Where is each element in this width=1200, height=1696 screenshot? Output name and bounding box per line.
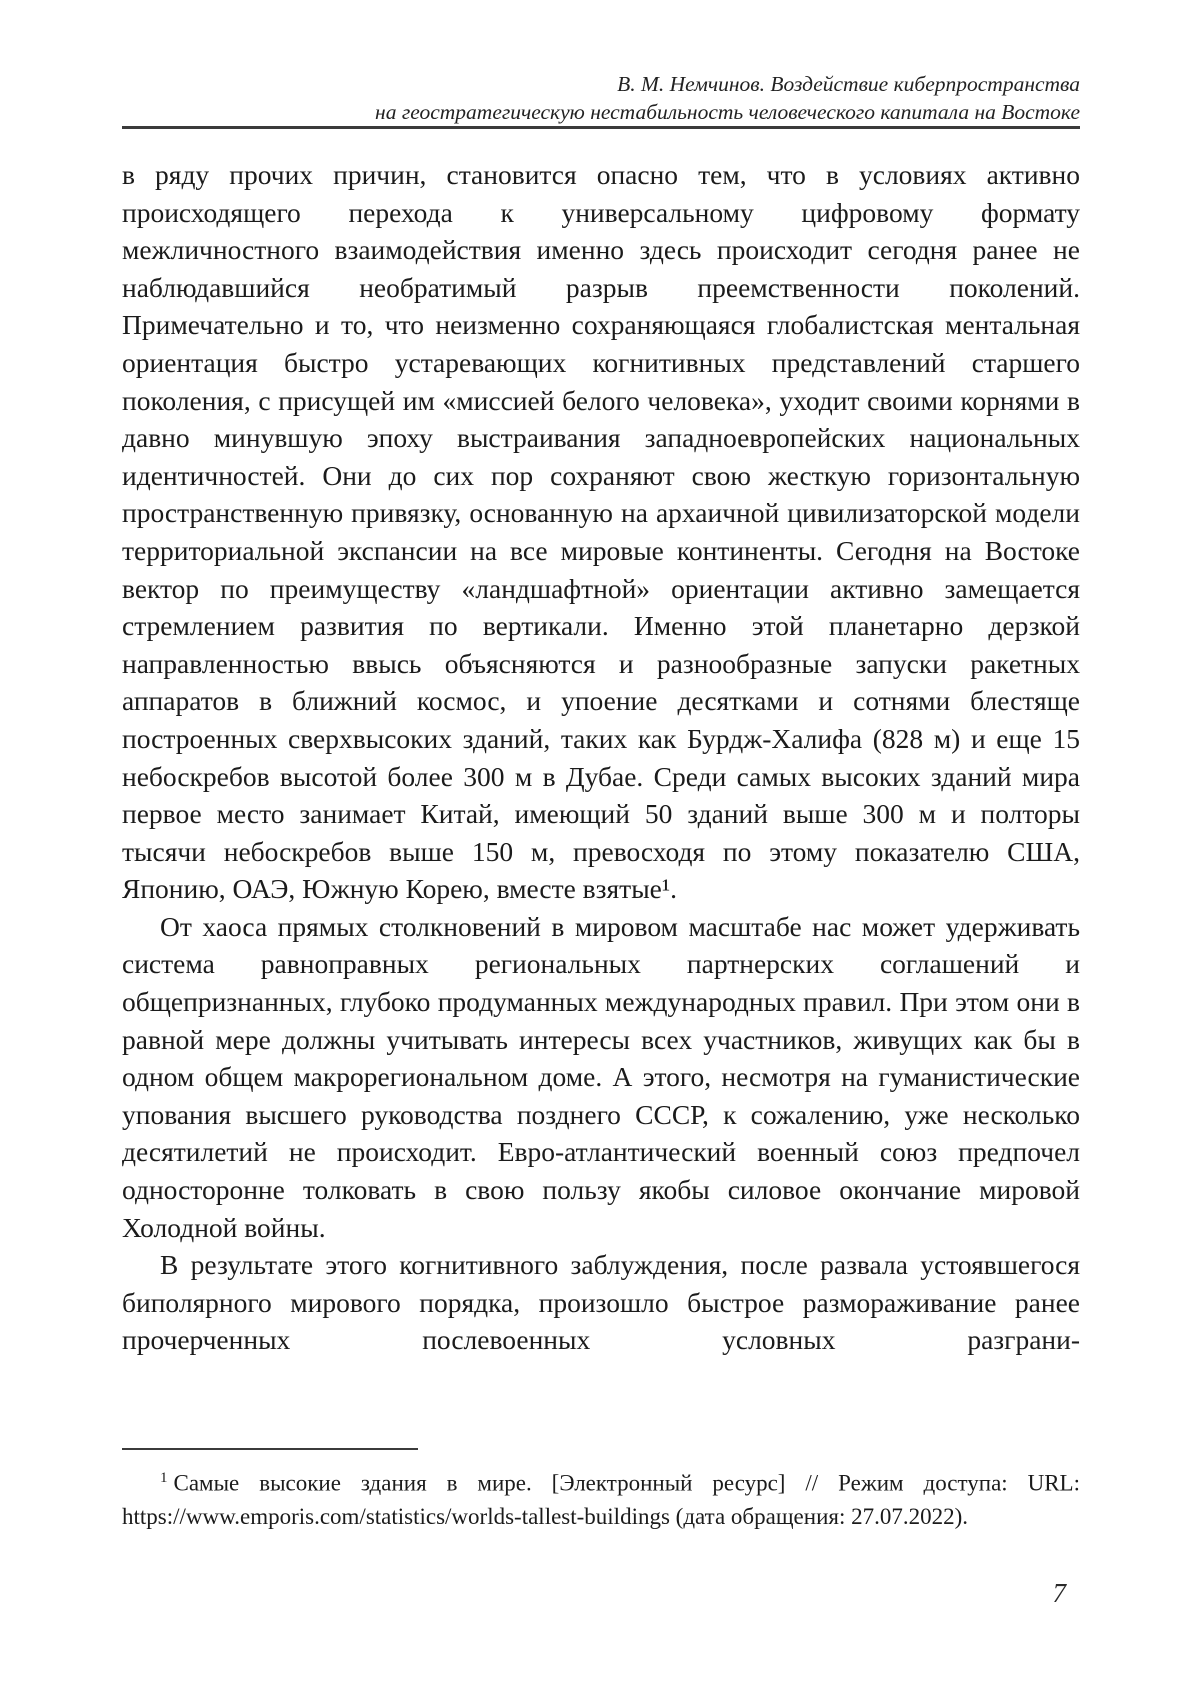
paragraph: В результате этого когнитивного заблуждения, после развала устоявшегося биполярного мирового порядка, произошло быстрое размораживание ранее прочерченных послевоенных условных разграни- — [122, 1249, 1080, 1356]
footnote-entry — [122, 1462, 1080, 1533]
footnote — [122, 1462, 1080, 1533]
running-head-line1: В. М. Немчинов. Воздействие киберпространства — [617, 72, 1080, 96]
page-number: 7 — [1052, 1578, 1066, 1608]
running-head-line2: на геостратегическую нестабильность человеческого капитала на Востоке — [375, 100, 1080, 124]
header-rule — [122, 126, 1080, 129]
paragraph: в ряду прочих причин, становится опасно тем, что в условиях активно происходящего перехода к универсальному цифровому формату межличностного взаимодействия именно здесь происходит сегодня ранее не наблюдавшийся необратимый разрыв преемственности поколений. Примечательно и то, что неизменно сохраняющаяся глобалистская ментальная ориентация быстро устаревающих когнитивных представлений старшего поколения, с присущей им «миссией белого человека», уходит своими корнями в давно минувшую эпоху выстраивания западноевропейских национальных идентичностей. Они до сих пор сохраняют свою жесткую горизонтальную пространственную привязку, основанную на архаичной цивилизаторской модели территориальной экспансии на все мировые континенты. Сегодня на Востоке вектор по преимуществу «ландшафтной» ориентации активно замещается стремлением развития по вертикали. Именно этой планетарно дерзкой направленностью ввысь объясняются и разнообразные запуски ракетных аппаратов в ближний космос, и упоение десятками и сотнями блестяще построенных сверхвысоких зданий, таких как Бурдж-Халифа (828 м) и еще 15 небоскребов высотой более 300 м в Дубае. Среди самых высоких зданий мира первое место занимает Китай, имеющий 50 зданий выше 300 м и полторы тысячи небоскребов выше 150 м, превосходя по этому показателю США, Японию, ОАЭ, Южную Корею, вместе взятые¹. — [122, 159, 1080, 905]
running-head — [122, 70, 1080, 126]
paragraph: От хаоса прямых столкновений в мировом масштабе нас может удерживать система равноправных региональных партнерских соглашений и общепризнанных, глубоко продуманных международных правил. При этом они в равной мере должны учитывать интересы всех участников, живущих как бы в одном общем макрорегиональном доме. А этого, несмотря на гуманистические упования высшего руководства позднего СССР, к сожалению, уже несколько десятилетий не происходит. Евро-атлантический военный союз предпочел односторонне толковать в свою пользу якобы силовое окончание мировой Холодной войны. — [122, 910, 1080, 1243]
body-text — [122, 156, 1080, 1359]
footnote-text: Самые высокие здания в мире. [Электронный ресурс] // Режим доступа: URL: https://www.emporis.com/statistics/worlds-tallest-buildings (дата обращения: 27.07.2022). — [122, 1470, 1080, 1529]
footnote-marker: 1 — [160, 1470, 168, 1486]
footnote-rule — [122, 1448, 418, 1450]
